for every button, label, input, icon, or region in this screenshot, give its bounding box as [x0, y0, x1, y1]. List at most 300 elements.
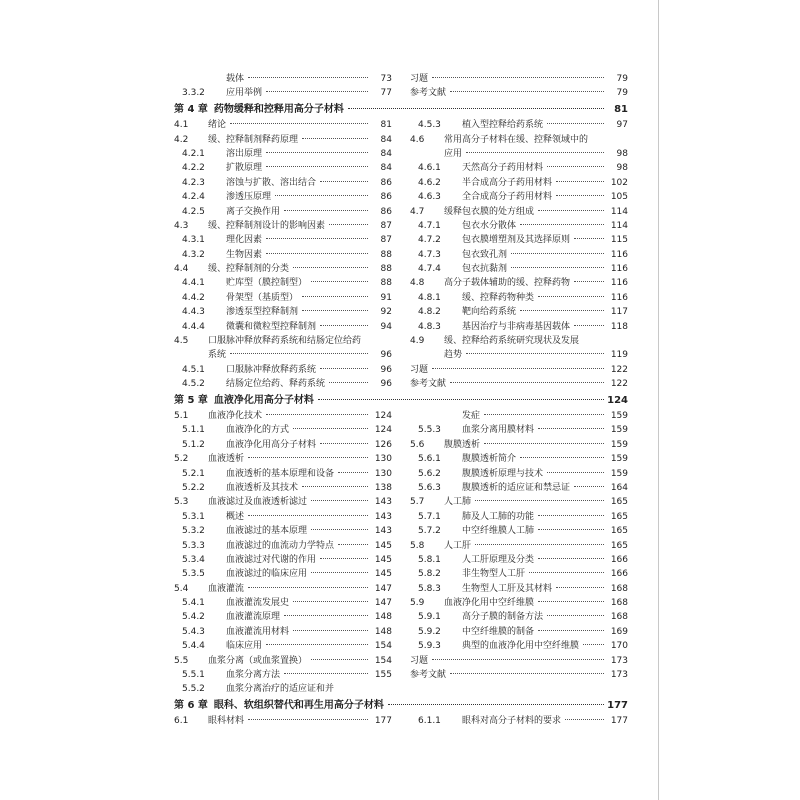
section-title: 靶向给药系统 — [462, 307, 517, 318]
section-title: 缓释包衣膜的处方组成 — [444, 206, 535, 217]
dot-leader — [293, 428, 368, 429]
page-number: 177 — [607, 699, 628, 711]
section-number: 4.5.1 — [182, 364, 205, 375]
section-title: 基因治疗与非病毒基因载体 — [462, 321, 571, 332]
section-title: 典型的血液净化用中空纤维膜 — [462, 641, 580, 652]
toc-entry — [410, 334, 628, 348]
section-number: 5.4.3 — [182, 626, 205, 637]
dot-leader — [450, 91, 604, 92]
section-title: 趋势 — [444, 350, 463, 361]
dot-leader — [266, 644, 368, 645]
section-title: 天然高分子药用材料 — [462, 163, 544, 174]
page-number: 159 — [610, 425, 628, 436]
chapter-title: 眼科、软组织替代和再生用高分子材料 — [213, 699, 384, 711]
section-title: 血浆分离方法 — [226, 670, 281, 681]
toc-entry — [410, 610, 628, 624]
dot-leader — [338, 472, 368, 473]
toc-entry — [174, 320, 392, 334]
toc-entry — [174, 205, 392, 219]
page-number: 154 — [374, 655, 392, 666]
section-number: 5.7 — [410, 497, 425, 508]
section-number: 5.3.3 — [182, 540, 205, 551]
section-number: 4.7.1 — [418, 220, 441, 231]
section-number: 4.9 — [410, 336, 425, 347]
dot-leader — [266, 91, 368, 92]
dot-leader — [547, 472, 604, 473]
section-title: 参考文献 — [410, 379, 447, 390]
section-number: 4.4.3 — [182, 307, 205, 318]
dot-leader — [538, 296, 604, 297]
section-number: 4.5.3 — [418, 120, 441, 131]
section-title: 习题 — [410, 364, 429, 375]
toc-columns — [174, 118, 628, 391]
section-title: 生物型人工肝及其材料 — [462, 583, 553, 594]
dot-leader — [248, 457, 368, 458]
page-number: 147 — [374, 583, 392, 594]
dot-leader — [248, 719, 368, 720]
section-number: 5.5.3 — [418, 425, 441, 436]
section-number: 5.9.3 — [418, 641, 441, 652]
page-number: 122 — [610, 364, 628, 375]
dot-leader — [565, 719, 604, 720]
section-title: 参考文献 — [410, 88, 447, 99]
dot-leader — [320, 443, 368, 444]
dot-leader — [320, 368, 368, 369]
toc-entry — [410, 233, 628, 247]
chapter-title: 血液净化用高分子材料 — [213, 394, 314, 406]
toc-entry — [410, 262, 628, 276]
dot-leader — [318, 399, 604, 400]
toc-entry — [174, 510, 392, 524]
toc-entry — [174, 682, 392, 696]
dot-leader — [432, 368, 604, 369]
toc-entry — [410, 438, 628, 452]
section-title: 血液滤过及血液透析滤过 — [208, 497, 308, 508]
toc-entry — [174, 481, 392, 495]
page-number: 88 — [380, 249, 392, 260]
toc-entry — [174, 582, 392, 596]
section-title: 人工肝 — [444, 540, 472, 551]
section-title: 缓、控释药物种类 — [462, 292, 535, 303]
toc-entry — [410, 452, 628, 466]
section-title: 系统 — [208, 350, 227, 361]
section-number: 5.8.1 — [418, 554, 441, 565]
section-title: 习题 — [410, 655, 429, 666]
section-number: 5.3.5 — [182, 569, 205, 580]
section-title: 全合成高分子药用材料 — [462, 192, 553, 203]
dot-leader — [556, 195, 604, 196]
dot-leader — [520, 310, 604, 311]
toc-entry — [174, 348, 392, 362]
page-number: 165 — [610, 526, 628, 537]
toc-entry — [174, 118, 392, 132]
page-number: 79 — [616, 88, 628, 99]
section-title: 包衣致孔剂 — [462, 249, 508, 260]
section-title: 口服脉冲释放释药系统和结肠定位给药 — [208, 336, 362, 347]
section-number: 4.8 — [410, 278, 425, 289]
page-number: 116 — [610, 292, 628, 303]
section-number: 5.7.2 — [418, 526, 441, 537]
section-title: 习题 — [410, 74, 429, 84]
toc-entry — [174, 654, 392, 668]
dot-leader — [293, 267, 368, 268]
section-number: 6.1 — [174, 716, 189, 727]
page-number: 119 — [610, 350, 628, 361]
table-of-contents — [174, 72, 628, 729]
dot-leader — [311, 529, 368, 530]
dot-leader — [266, 414, 368, 415]
toc-entry — [410, 596, 628, 610]
toc-entry — [410, 320, 628, 334]
section-number: 4.4.4 — [182, 321, 205, 332]
section-number: 5.6 — [410, 439, 425, 450]
toc-entry — [410, 467, 628, 481]
section-title: 缓、控释制剂释药原理 — [208, 134, 299, 145]
section-number: 5.8.3 — [418, 583, 441, 594]
page-number: 87 — [380, 220, 392, 231]
toc-column-left — [174, 118, 392, 391]
section-number: 5.3.4 — [182, 554, 205, 565]
section-number: 4.5.2 — [182, 379, 205, 390]
dot-leader — [329, 224, 368, 225]
section-title: 人工肺 — [444, 497, 472, 508]
section-title: 血液滤过的临床应用 — [226, 569, 308, 580]
section-title: 人工肝原理及分类 — [462, 554, 535, 565]
toc-entry — [174, 291, 392, 305]
page-number: 148 — [374, 612, 392, 623]
section-number: 4.4.2 — [182, 292, 205, 303]
section-number: 5.5 — [174, 655, 189, 666]
toc-entry — [410, 305, 628, 319]
page-number: 177 — [610, 716, 628, 727]
page-number: 124 — [374, 425, 392, 436]
section-title: 包衣膜增塑剂及其选择原则 — [462, 235, 571, 246]
dot-leader — [520, 224, 604, 225]
section-number: 4.6.1 — [418, 163, 441, 174]
dot-leader — [556, 181, 604, 182]
toc-entry — [174, 86, 392, 100]
dot-leader — [475, 544, 604, 545]
dot-leader — [248, 515, 368, 516]
section-number: 5.2.2 — [182, 482, 205, 493]
section-number: 4.8.2 — [418, 307, 441, 318]
page-number: 102 — [610, 177, 628, 188]
toc-entry — [410, 291, 628, 305]
dot-leader — [329, 382, 368, 383]
section-number: 4.2.4 — [182, 192, 205, 203]
section-title: 血液灌流原理 — [226, 612, 281, 623]
page-number: 145 — [374, 540, 392, 551]
chapter-number: 第 4 章 — [174, 103, 208, 115]
page-number: 138 — [374, 482, 392, 493]
dot-leader — [574, 238, 604, 239]
chapter-heading — [174, 393, 628, 408]
section-title: 半合成高分子药用材料 — [462, 177, 553, 188]
chapter-number: 第 5 章 — [174, 394, 208, 406]
section-number: 5.1 — [174, 410, 189, 421]
page-number: 143 — [374, 511, 392, 522]
page-number: 116 — [610, 249, 628, 260]
dot-leader — [320, 181, 368, 182]
dot-leader — [538, 428, 604, 429]
page-edge-divider — [658, 0, 659, 800]
section-title: 血浆分离（或血浆置换） — [208, 655, 308, 666]
page-number: 177 — [374, 716, 392, 727]
toc-entry — [410, 553, 628, 567]
section-title: 血浆分离治疗的适应证和并 — [226, 684, 335, 695]
section-number: 3.3.2 — [182, 88, 205, 99]
section-title: 结肠定位给药、释药系统 — [226, 379, 326, 390]
toc-entry — [174, 262, 392, 276]
section-title: 腹膜透析 — [444, 439, 481, 450]
section-title: 缓、控释制剂的分类 — [208, 264, 290, 275]
section-title: 血液净化用高分子材料 — [226, 439, 317, 450]
toc-entry — [174, 668, 392, 682]
toc-entry — [174, 176, 392, 190]
dot-leader — [230, 353, 368, 354]
toc-entry — [174, 233, 392, 247]
toc-entry — [410, 423, 628, 437]
toc-entry — [174, 276, 392, 290]
section-title: 高分子载体辅助的缓、控释药物 — [444, 278, 571, 289]
section-number: 5.9 — [410, 598, 425, 609]
dot-leader — [320, 558, 368, 559]
page-number: 145 — [374, 554, 392, 565]
toc-entry — [174, 334, 392, 348]
toc-entry — [410, 133, 628, 147]
page-number: 115 — [610, 235, 628, 246]
section-title: 肺及人工肺的功能 — [462, 511, 535, 522]
page-number: 96 — [380, 350, 392, 361]
dot-leader — [266, 166, 368, 167]
dot-leader — [432, 659, 604, 660]
toc-entry — [174, 305, 392, 319]
section-title: 腹膜透析的适应证和禁忌证 — [462, 482, 571, 493]
page-number: 168 — [610, 598, 628, 609]
dot-leader — [266, 253, 368, 254]
toc-entry — [410, 654, 628, 668]
toc-entry — [410, 219, 628, 233]
page-number: 148 — [374, 626, 392, 637]
section-number: 5.1.1 — [182, 425, 205, 436]
dot-leader — [520, 457, 604, 458]
section-title: 腹膜透析原理与技术 — [462, 468, 544, 479]
page-number: 86 — [380, 206, 392, 217]
toc-entry — [410, 86, 628, 100]
toc-entry — [174, 567, 392, 581]
page-number: 165 — [610, 497, 628, 508]
section-number: 4.4 — [174, 264, 189, 275]
page-number: 116 — [610, 278, 628, 289]
dot-leader — [338, 544, 368, 545]
section-title: 口服脉冲释放释药系统 — [226, 364, 317, 375]
section-title: 渗透压原理 — [226, 192, 272, 203]
section-title: 贮库型（膜控制型） — [226, 278, 308, 289]
section-title: 血液透析及其技术 — [226, 482, 299, 493]
section-title: 溶出原理 — [226, 148, 263, 159]
toc-entry — [410, 495, 628, 509]
page-number: 168 — [610, 583, 628, 594]
section-title: 血液滤过的基本原理 — [226, 526, 308, 537]
section-title: 缓、控释给药系统研究现状及发展 — [444, 336, 580, 347]
toc-entry — [410, 668, 628, 682]
section-title: 高分子膜的制备方法 — [462, 612, 544, 623]
dot-leader — [266, 152, 368, 153]
dot-leader — [450, 382, 604, 383]
dot-leader — [475, 500, 604, 501]
dot-leader — [302, 486, 368, 487]
page-number: 118 — [610, 321, 628, 332]
section-number: 4.2.1 — [182, 148, 205, 159]
section-number: 5.5.2 — [182, 684, 205, 695]
dot-leader — [311, 281, 368, 282]
dot-leader — [293, 601, 368, 602]
section-title: 扩散原理 — [226, 163, 263, 174]
section-number: 4.4.1 — [182, 278, 205, 289]
page-number: 98 — [616, 163, 628, 174]
toc-column-right — [410, 409, 628, 697]
chapter-number: 第 6 章 — [174, 699, 208, 711]
page-number: 143 — [374, 526, 392, 537]
section-title: 应用 — [444, 148, 463, 159]
page-number: 165 — [610, 511, 628, 522]
section-title: 血液滤过对代谢的作用 — [226, 554, 317, 565]
page-number: 81 — [380, 120, 392, 131]
dot-leader — [348, 108, 604, 109]
dot-leader — [538, 630, 604, 631]
section-number: 4.7.3 — [418, 249, 441, 260]
toc-entry — [174, 438, 392, 452]
page-number: 84 — [380, 163, 392, 174]
toc-entry — [174, 133, 392, 147]
dot-leader — [311, 500, 368, 501]
toc-column-right — [410, 72, 628, 101]
section-title: 血液灌流 — [208, 583, 245, 594]
dot-leader — [432, 77, 604, 78]
page-number: 159 — [610, 439, 628, 450]
page-number: 173 — [610, 655, 628, 666]
section-title: 中空纤维膜的制备 — [462, 626, 535, 637]
toc-entry — [410, 714, 628, 728]
toc-entry — [410, 176, 628, 190]
chapter-heading — [174, 102, 628, 117]
page-number: 96 — [380, 379, 392, 390]
toc-entry — [410, 118, 628, 132]
page-number: 86 — [380, 192, 392, 203]
toc-entry — [410, 161, 628, 175]
dot-leader — [466, 152, 604, 153]
section-number: 4.7.4 — [418, 264, 441, 275]
toc-entry — [410, 409, 628, 423]
section-number: 5.3 — [174, 497, 189, 508]
dot-leader — [511, 267, 604, 268]
section-title: 腹膜透析简介 — [462, 454, 517, 465]
toc-entry — [174, 147, 392, 161]
toc-entry — [174, 161, 392, 175]
section-number: 4.3 — [174, 220, 189, 231]
toc-entry — [174, 452, 392, 466]
toc-entry — [410, 377, 628, 391]
toc-entry — [174, 625, 392, 639]
section-title: 发症 — [462, 410, 481, 421]
section-number: 4.8.3 — [418, 321, 441, 332]
section-title: 中空纤维膜人工肺 — [462, 526, 535, 537]
toc-entry — [174, 553, 392, 567]
section-number: 4.6 — [410, 134, 425, 145]
toc-entry — [174, 363, 392, 377]
dot-leader — [484, 414, 604, 415]
page-number: 173 — [610, 670, 628, 681]
section-number: 5.9.1 — [418, 612, 441, 623]
section-title: 血液透析的基本原理和设备 — [226, 468, 335, 479]
toc-entry — [410, 276, 628, 290]
dot-leader — [302, 296, 368, 297]
section-number: 5.6.1 — [418, 454, 441, 465]
section-title: 血液透析 — [208, 454, 245, 465]
section-title: 骨架型（基质型） — [226, 292, 299, 303]
section-title: 血浆分离用膜材料 — [462, 425, 535, 436]
toc-column-left — [174, 714, 392, 728]
toc-entry — [174, 596, 392, 610]
toc-entry — [174, 639, 392, 653]
section-number: 4.3.2 — [182, 249, 205, 260]
dot-leader — [284, 673, 368, 674]
page-number: 124 — [374, 410, 392, 421]
dot-leader — [538, 601, 604, 602]
section-title: 生物因素 — [226, 249, 263, 260]
section-number: 4.2 — [174, 134, 189, 145]
dot-leader — [538, 558, 604, 559]
dot-leader — [302, 310, 368, 311]
chapter-heading — [174, 698, 628, 713]
dot-leader — [293, 630, 368, 631]
toc-entry — [410, 147, 628, 161]
section-title: 血液灌流用材料 — [226, 626, 290, 637]
section-number: 5.3.1 — [182, 511, 205, 522]
section-number: 5.7.1 — [418, 511, 441, 522]
section-number: 5.3.2 — [182, 526, 205, 537]
section-title: 包衣抗黏剂 — [462, 264, 508, 275]
dot-leader — [284, 615, 368, 616]
section-title: 包衣水分散体 — [462, 220, 517, 231]
toc-entry — [174, 219, 392, 233]
page-number: 84 — [380, 148, 392, 159]
dot-leader — [311, 572, 368, 573]
section-title: 绪论 — [208, 120, 227, 131]
toc-entry — [410, 582, 628, 596]
page-number: 130 — [374, 454, 392, 465]
section-number: 5.1.2 — [182, 439, 205, 450]
page-number: 79 — [616, 74, 628, 84]
section-title: 临床应用 — [226, 641, 263, 652]
section-title: 眼科对高分子材料的要求 — [462, 716, 562, 727]
dot-leader — [484, 443, 604, 444]
section-number: 4.2.2 — [182, 163, 205, 174]
toc-entry — [174, 409, 392, 423]
section-title: 非生物型人工肝 — [462, 569, 526, 580]
toc-entry — [410, 190, 628, 204]
page-number: 130 — [374, 468, 392, 479]
section-number: 5.4.1 — [182, 598, 205, 609]
dot-leader — [466, 353, 604, 354]
section-number: 5.5.1 — [182, 670, 205, 681]
section-number: 5.2 — [174, 454, 189, 465]
toc-entry — [174, 423, 392, 437]
page-number: 147 — [374, 598, 392, 609]
section-title: 血液滤过的血流动力学特点 — [226, 540, 335, 551]
section-title: 渗透泵型控释制剂 — [226, 307, 299, 318]
toc-entry — [174, 524, 392, 538]
